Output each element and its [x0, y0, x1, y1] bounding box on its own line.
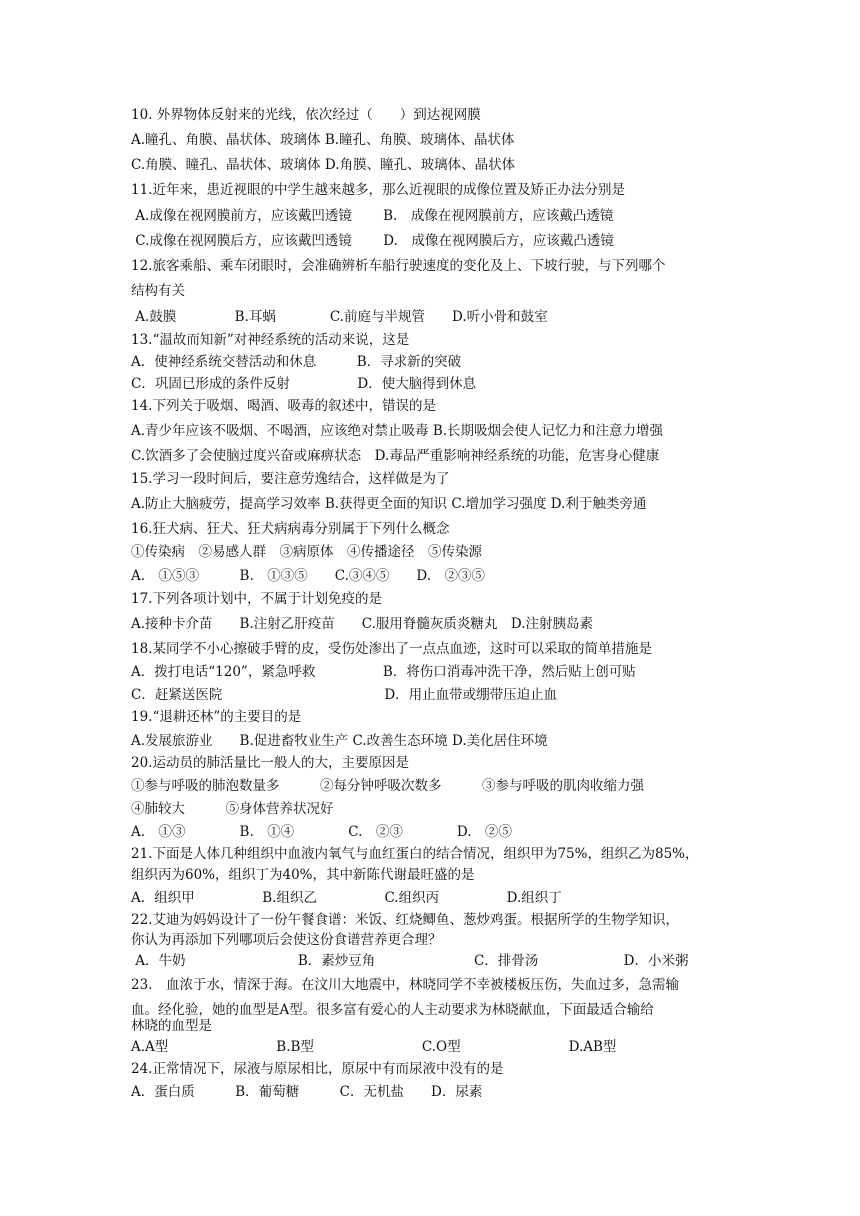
question-14-stem: 14.下列关于吸烟、喝酒、吸毒的叙述中，错误的是	[131, 398, 436, 414]
question-18-stem: 18.某同学不小心擦破手臂的皮，受伤处渗出了一点点血迹，这时可以采取的简单措施是	[131, 641, 652, 657]
question-23-stem-cont-2: 林晓的血型是	[131, 1018, 212, 1034]
question-13-options-ab: A．使神经系统交替活动和休息 B．寻求新的突破	[131, 354, 462, 370]
question-20-items-1: ①参与呼吸的肺泡数量多 ②每分钟呼吸次数多 ③参与呼吸的肌肉收缩力强	[131, 778, 644, 794]
question-12-stem-cont: 结构有关	[131, 283, 185, 299]
question-24-options: A．蛋白质 B．葡萄糖 C．无机盐 D．尿素	[131, 1084, 483, 1100]
question-15-options: A.防止大脑疲劳，提高学习效率 B.获得更全面的知识 C.增加学习强度 D.利于触类旁通	[131, 496, 647, 512]
question-16-items: ①传染病 ②易感人群 ③病原体 ④传播途径 ⑤传染源	[131, 544, 482, 560]
question-17-stem: 17.下列各项计划中，不属于计划免疫的是	[131, 591, 382, 607]
question-20-items-2: ④肺较大 ⑤身体营养状况好	[131, 801, 334, 817]
question-16-options: A. ①⑤③ B. ①③⑤ C.③④⑤ D. ②③⑤	[131, 568, 486, 584]
question-15-stem: 15.学习一段时间后，要注意劳逸结合，这样做是为了	[131, 471, 450, 487]
question-11-options-cd: C.成像在视网膜后方，应该戴凹透镜 D. 成像在视网膜后方，应该戴凸透镜	[131, 233, 614, 249]
question-11-stem: 11.近年来，患近视眼的中学生越来越多，那么近视眼的成像位置及矫正办法分别是	[131, 182, 625, 198]
question-10-options-ab: A.瞳孔、角膜、晶状体、玻璃体 B.瞳孔、角膜、玻璃体、晶状体	[131, 132, 515, 148]
question-17-options: A.接种卡介苗 B.注射乙肝疫苗 C.服用脊髓灰质炎糖丸 D.注射胰岛素	[131, 616, 594, 632]
question-18-options-ab: A．拨打电话“120”，紧急呼救 B．将伤口消毒冲洗干净，然后贴上创可贴	[131, 664, 636, 680]
question-20-stem: 20.运动员的肺活量比一般人的大，主要原因是	[131, 755, 409, 771]
question-10-stem: 10. 外界物体反射来的光线，依次经过（ ）到达视网膜	[131, 107, 481, 123]
question-23-stem: 23. 血浓于水，情深于海。在汶川大地震中，林晓同学不幸被楼板压伤，失血过多，急需输	[131, 977, 679, 993]
question-12-options: A.鼓膜 B.耳蜗 C.前庭与半规管 D.听小骨和鼓室	[131, 309, 548, 325]
question-24-stem: 24.正常情况下，尿液与原尿相比，原尿中有而尿液中没有的是	[131, 1061, 504, 1077]
question-14-options-ab: A.青少年应该不吸烟、不喝酒，应该绝对禁止吸毒 B.长期吸烟会使人记忆力和注意力增强	[131, 423, 664, 439]
question-23-options: A.A型 B.B型 C.O型 D.AB型	[131, 1039, 617, 1055]
question-22-options: A．牛奶 B．素炒豆角 C．排骨汤 D．小米粥	[131, 953, 689, 969]
question-20-options: A. ①③ B. ①④ C. ②③ D. ②⑤	[131, 824, 513, 840]
question-18-options-cd: C．赶紧送医院 D．用止血带或绷带压迫止血	[131, 687, 558, 703]
question-10-options-cd: C.角膜、瞳孔、晶状体、玻璃体 D.角膜、瞳孔、玻璃体、晶状体	[131, 157, 516, 173]
question-22-stem: 22.艾迪为妈妈设计了一份午餐食谱：米饭、红烧鲫鱼、葱炒鸡蛋。根据所学的生物学知识，	[131, 912, 679, 928]
question-14-options-cd: C.饮酒多了会使脑过度兴奋或麻痹状态 D.毒品严重影响神经系统的功能，危害身心健康	[131, 448, 660, 464]
question-21-options: A．组织甲 B.组织乙 C.组织丙 D.组织丁	[131, 890, 562, 906]
question-13-options-cd: C．巩固已形成的条件反射 D．使大脑得到休息	[131, 376, 477, 392]
question-21-stem: 21.下面是人体几种组织中血液内氧气与血红蛋白的结合情况，组织甲为75%，组织乙为85%，	[131, 846, 699, 862]
question-21-stem-cont: 组织丙为60%，组织丁为40%，其中新陈代谢最旺盛的是	[131, 867, 475, 883]
question-11-options-ab: A.成像在视网膜前方，应该戴凹透镜 B. 成像在视网膜前方，应该戴凸透镜	[131, 208, 614, 224]
question-22-stem-cont: 你认为再添加下列哪项后会使这份食谱营养更合理？	[131, 932, 442, 948]
question-12-stem: 12.旅客乘船、乘车闭眼时，会准确辨析车船行驶速度的变化及上、下坡行驶，与下列哪个	[131, 258, 666, 274]
question-19-stem: 19.“退耕还林”的主要目的是	[131, 709, 302, 725]
question-16-stem: 16.狂犬病、狂犬、狂犬病病毒分别属于下列什么概念	[131, 521, 450, 537]
question-19-options: A.发展旅游业 B.促进畜牧业生产 C.改善生态环境 D.美化居住环境	[131, 733, 548, 749]
question-23-stem-cont: 血。经化验，她的血型是A型。很多富有爱心的人主动要求为林晓献血，下面最适合输给	[131, 1002, 654, 1018]
question-13-stem: 13.“温故而知新”对神经系统的活动来说，这是	[131, 332, 410, 348]
